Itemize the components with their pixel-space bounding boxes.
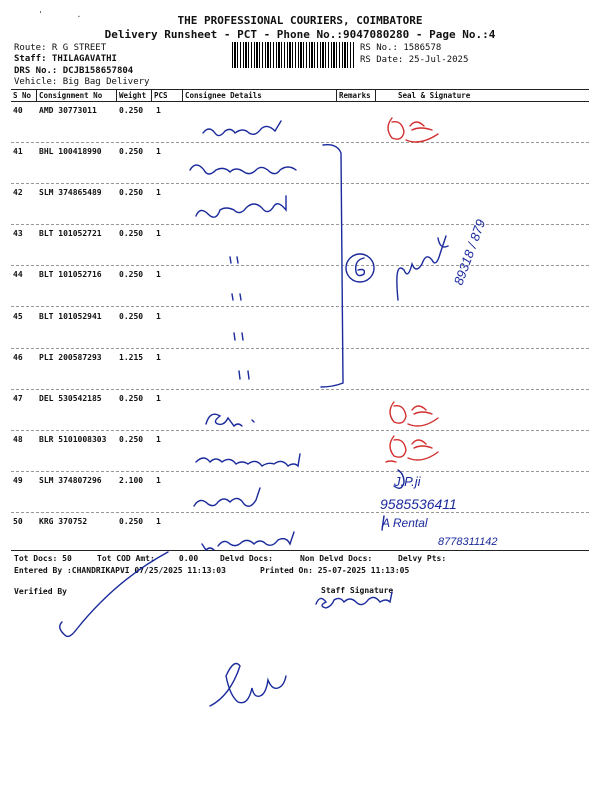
row-weight: 0.250 bbox=[119, 188, 144, 198]
col-sno: S No bbox=[13, 91, 32, 100]
consignee-signature-42 bbox=[196, 196, 286, 217]
delivered-docs: Delvd Docs: bbox=[220, 554, 273, 563]
initials-49: J.P.ji bbox=[394, 474, 421, 489]
row-sno: 40 bbox=[13, 106, 23, 115]
row-weight: 0.250 bbox=[119, 517, 144, 526]
entered-by: Entered By :CHANDRIKAPVI 07/25/2025 11:13:03 bbox=[14, 566, 226, 575]
row-sno: 41 bbox=[13, 147, 23, 157]
rs-number: RS No.: 1586578 bbox=[360, 43, 442, 53]
vehicle-label: Vehicle: Big Bag Delivery bbox=[14, 77, 150, 87]
rs-annotation: 89318 / 879 bbox=[450, 217, 489, 288]
row-consignment-no: BHL 100418990 bbox=[39, 147, 102, 157]
phone-49: 9585536411 bbox=[380, 496, 457, 512]
row-consignment-no: PLI 200587293 bbox=[39, 352, 102, 362]
row-pcs: 1 bbox=[156, 229, 161, 239]
bottom-signature bbox=[210, 664, 286, 706]
stray-marks: ' . bbox=[38, 10, 82, 19]
remark-mark-47 bbox=[390, 402, 438, 426]
consignee-signature-48 bbox=[196, 454, 300, 466]
col-weight: Weight bbox=[119, 91, 147, 100]
consignee-signature-40 bbox=[203, 121, 281, 136]
row-pcs: 1 bbox=[156, 270, 161, 280]
row-sno: 48 bbox=[13, 434, 23, 444]
row-pcs: 1 bbox=[156, 188, 161, 198]
consignee-signature-49 bbox=[194, 488, 260, 506]
row-consignment-no: SLM 374807296 bbox=[39, 475, 102, 485]
staff-label: Staff: THILAGAVATHI bbox=[14, 54, 117, 64]
row-weight: 0.250 bbox=[119, 270, 144, 280]
row-sno: 43 bbox=[13, 229, 23, 239]
rs-date: RS Date: 25-Jul-2025 bbox=[360, 55, 469, 65]
ditto-43 bbox=[230, 257, 238, 263]
row-weight: 0.250 bbox=[119, 106, 144, 115]
drs-number: DRS No.: DCJB158657804 bbox=[14, 66, 134, 76]
row-consignment-no: DEL 530542185 bbox=[39, 393, 102, 403]
row-consignment-no: KRG 370752 bbox=[39, 517, 88, 526]
row-pcs: 1 bbox=[156, 475, 161, 485]
ditto-46 bbox=[239, 371, 249, 379]
printed-on: Printed On: 25-07-2025 11:13:05 bbox=[260, 566, 410, 575]
col-seal: Seal & Signature bbox=[398, 91, 471, 100]
consignee-signature-41 bbox=[190, 165, 296, 174]
ditto-45 bbox=[234, 333, 243, 340]
verified-by-label: Verified By bbox=[14, 587, 67, 596]
col-consignment: Consignment No bbox=[39, 91, 103, 100]
row-weight: 0.250 bbox=[119, 229, 144, 239]
company-title: THE PROFESSIONAL COURIERS, COIMBATORE bbox=[177, 14, 423, 27]
row-weight: 0.250 bbox=[119, 393, 144, 403]
phone-50: 8778311142 bbox=[438, 536, 498, 548]
total-docs: Tot Docs: 50 bbox=[14, 554, 72, 563]
rs-signature bbox=[397, 236, 448, 300]
row-sno: 46 bbox=[13, 352, 23, 362]
remark-mark-40 bbox=[388, 118, 438, 142]
col-pcs: PCS bbox=[154, 91, 168, 100]
route-label: Route: R G STREET bbox=[14, 43, 107, 53]
row-sno: 42 bbox=[13, 188, 23, 198]
circled-number-6 bbox=[356, 258, 365, 276]
row-weight: 0.250 bbox=[119, 147, 144, 157]
row-weight: 0.250 bbox=[119, 311, 144, 321]
row-weight: 0.250 bbox=[119, 434, 144, 444]
row-sno: 44 bbox=[13, 270, 23, 280]
row-pcs: 1 bbox=[156, 352, 161, 362]
consignee-signature-47 bbox=[206, 414, 254, 426]
remark-mark-48 bbox=[390, 436, 438, 460]
col-remarks: Remarks bbox=[339, 91, 371, 100]
row-pcs: 1 bbox=[156, 434, 161, 444]
row-consignment-no: BLT 101052721 bbox=[39, 229, 102, 239]
row-sno: 45 bbox=[13, 311, 23, 321]
consignee-signature-50 bbox=[202, 532, 294, 550]
bracket-43-46 bbox=[321, 145, 343, 387]
initials-50: A Rental bbox=[382, 516, 428, 530]
total-cod: Tot COD Amt: 0.00 bbox=[97, 554, 199, 563]
row-sno: 49 bbox=[13, 475, 23, 485]
row-pcs: 1 bbox=[156, 517, 161, 526]
circled-number-ring bbox=[346, 254, 374, 282]
staff-signature bbox=[316, 592, 392, 608]
remark-mark-49 bbox=[386, 461, 396, 462]
delivery-points: Delvy Pts: bbox=[398, 554, 447, 563]
runsheet-subtitle: Delivery Runsheet - PCT - Phone No.:9047080280 - Page No.:4 bbox=[104, 28, 496, 41]
ditto-44 bbox=[232, 294, 241, 300]
staff-signature-label: Staff Signature bbox=[321, 586, 394, 595]
row-pcs: 1 bbox=[156, 311, 161, 321]
row-sno: 50 bbox=[13, 517, 23, 526]
row-pcs: 1 bbox=[156, 147, 161, 157]
row-sno: 47 bbox=[13, 393, 23, 403]
row-weight: 2.100 bbox=[119, 475, 144, 485]
row-pcs: 1 bbox=[156, 106, 161, 115]
row-weight: 1.215 bbox=[119, 352, 144, 362]
non-delivered-docs: Non Delvd Docs: bbox=[300, 554, 373, 563]
row-consignment-no: BLR 5101008303 bbox=[39, 434, 107, 444]
row-consignment-no: AMD 30773011 bbox=[39, 106, 97, 115]
row-consignment-no: BLT 101052716 bbox=[39, 270, 102, 280]
col-consignee: Consignee Details bbox=[185, 91, 262, 100]
row-consignment-no: SLM 374865489 bbox=[39, 188, 102, 198]
row-consignment-no: BLT 101052941 bbox=[39, 311, 102, 321]
verified-check bbox=[60, 552, 168, 636]
row-pcs: 1 bbox=[156, 393, 161, 403]
